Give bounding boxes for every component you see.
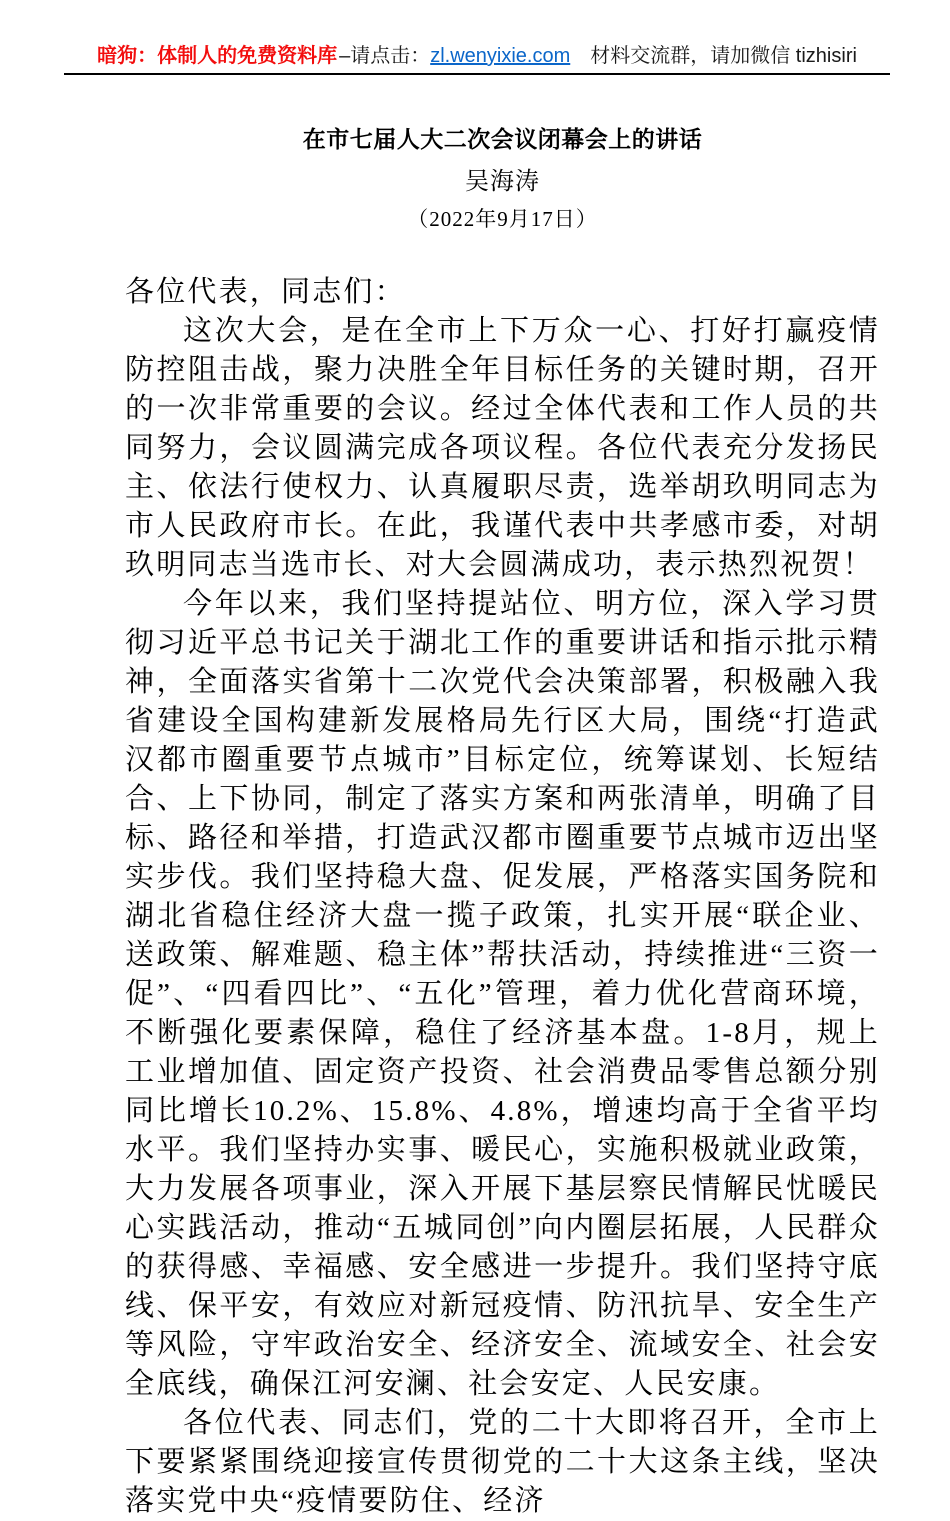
promo-link[interactable]: zl.wenyixie.com	[430, 45, 571, 67]
page-header	[64, 0, 890, 75]
document-page	[125, 125, 880, 1521]
body-paragraph: 各位代表、同志们，党的二十大即将召开，全市上下要紧紧围绕迎接宣传贯彻党的二十大这条主线，坚决落实党中央“疫情要防住、经济	[125, 1407, 880, 1517]
promo-wechat-text: 材料交流群，请加微信 tizhisiri	[590, 45, 857, 67]
author-name: 吴海涛	[465, 169, 540, 195]
salutation: 各位代表，同志们：	[125, 276, 406, 308]
body-paragraph: 这次大会，是在全市上下万众一心、打好打赢疫情防控阻击战，聚力决胜全年目标任务的关键时期，召开的一次非常重要的会议。经过全体代表和工作人员的共同努力，会议圆满完成各项议程。各位代表充分发扬民主、依法行使权力、认真履职尽责，选举胡玖明同志为市人民政府市长。在此，我谨代表中共孝感市委，对胡玖明同志当选市长、对大会圆满成功，表示热烈祝贺！	[125, 315, 880, 581]
document-title: 在市七届人大二次会议闭幕会上的讲话	[302, 127, 703, 152]
body-paragraph: 今年以来，我们坚持提站位、明方位，深入学习贯彻习近平总书记关于湖北工作的重要讲话和指示批示精神，全面落实省第十二次党代会决策部署，积极融入我省建设全国构建新发展格局先行区大局，围绕“打造武汉都市圈重要节点城市”目标定位，统筹谋划、长短结合、上下协同，制定了落实方案和两张清单，明确了目标、路径和举措，打造武汉都市圈重要节点城市迈出坚实步伐。我们坚持稳大盘、促发展，严格落实国务院和湖北省稳住经济大盘一揽子政策，扎实开展“联企业、送政策、解难题、稳主体”帮扶活动，持续推进“三资一促”、“四看四比”、“五化”管理，着力优化营商环境，不断强化要素保障，稳住了经济基本盘。1-8月，规上工业增加值、固定资产投资、社会消费品零售总额分别同比增长10.2%、15.8%、4.8%，增速均高于全省平均水平。我们坚持办实事、暖民心，实施积极就业政策，大力发展各项事业，深入开展下基层察民情解民忧暖民心实践活动，推动“五城同创”向内圈层拓展，人民群众的获得感、幸福感、安全感进一步提升。我们坚持守底线、保平安，有效应对新冠疫情、防汛抗旱、安全生产等风险，守牢政治安全、经济安全、流域安全、社会安全底线，确保江河安澜、社会安定、人民安康。	[125, 588, 880, 1400]
document-body	[125, 273, 880, 1521]
promo-click-label: –请点击：	[339, 45, 431, 67]
promo-text-red: 暗狗：体制人的免费资料库	[97, 45, 338, 67]
document-date: （2022年9月17日）	[407, 207, 598, 231]
